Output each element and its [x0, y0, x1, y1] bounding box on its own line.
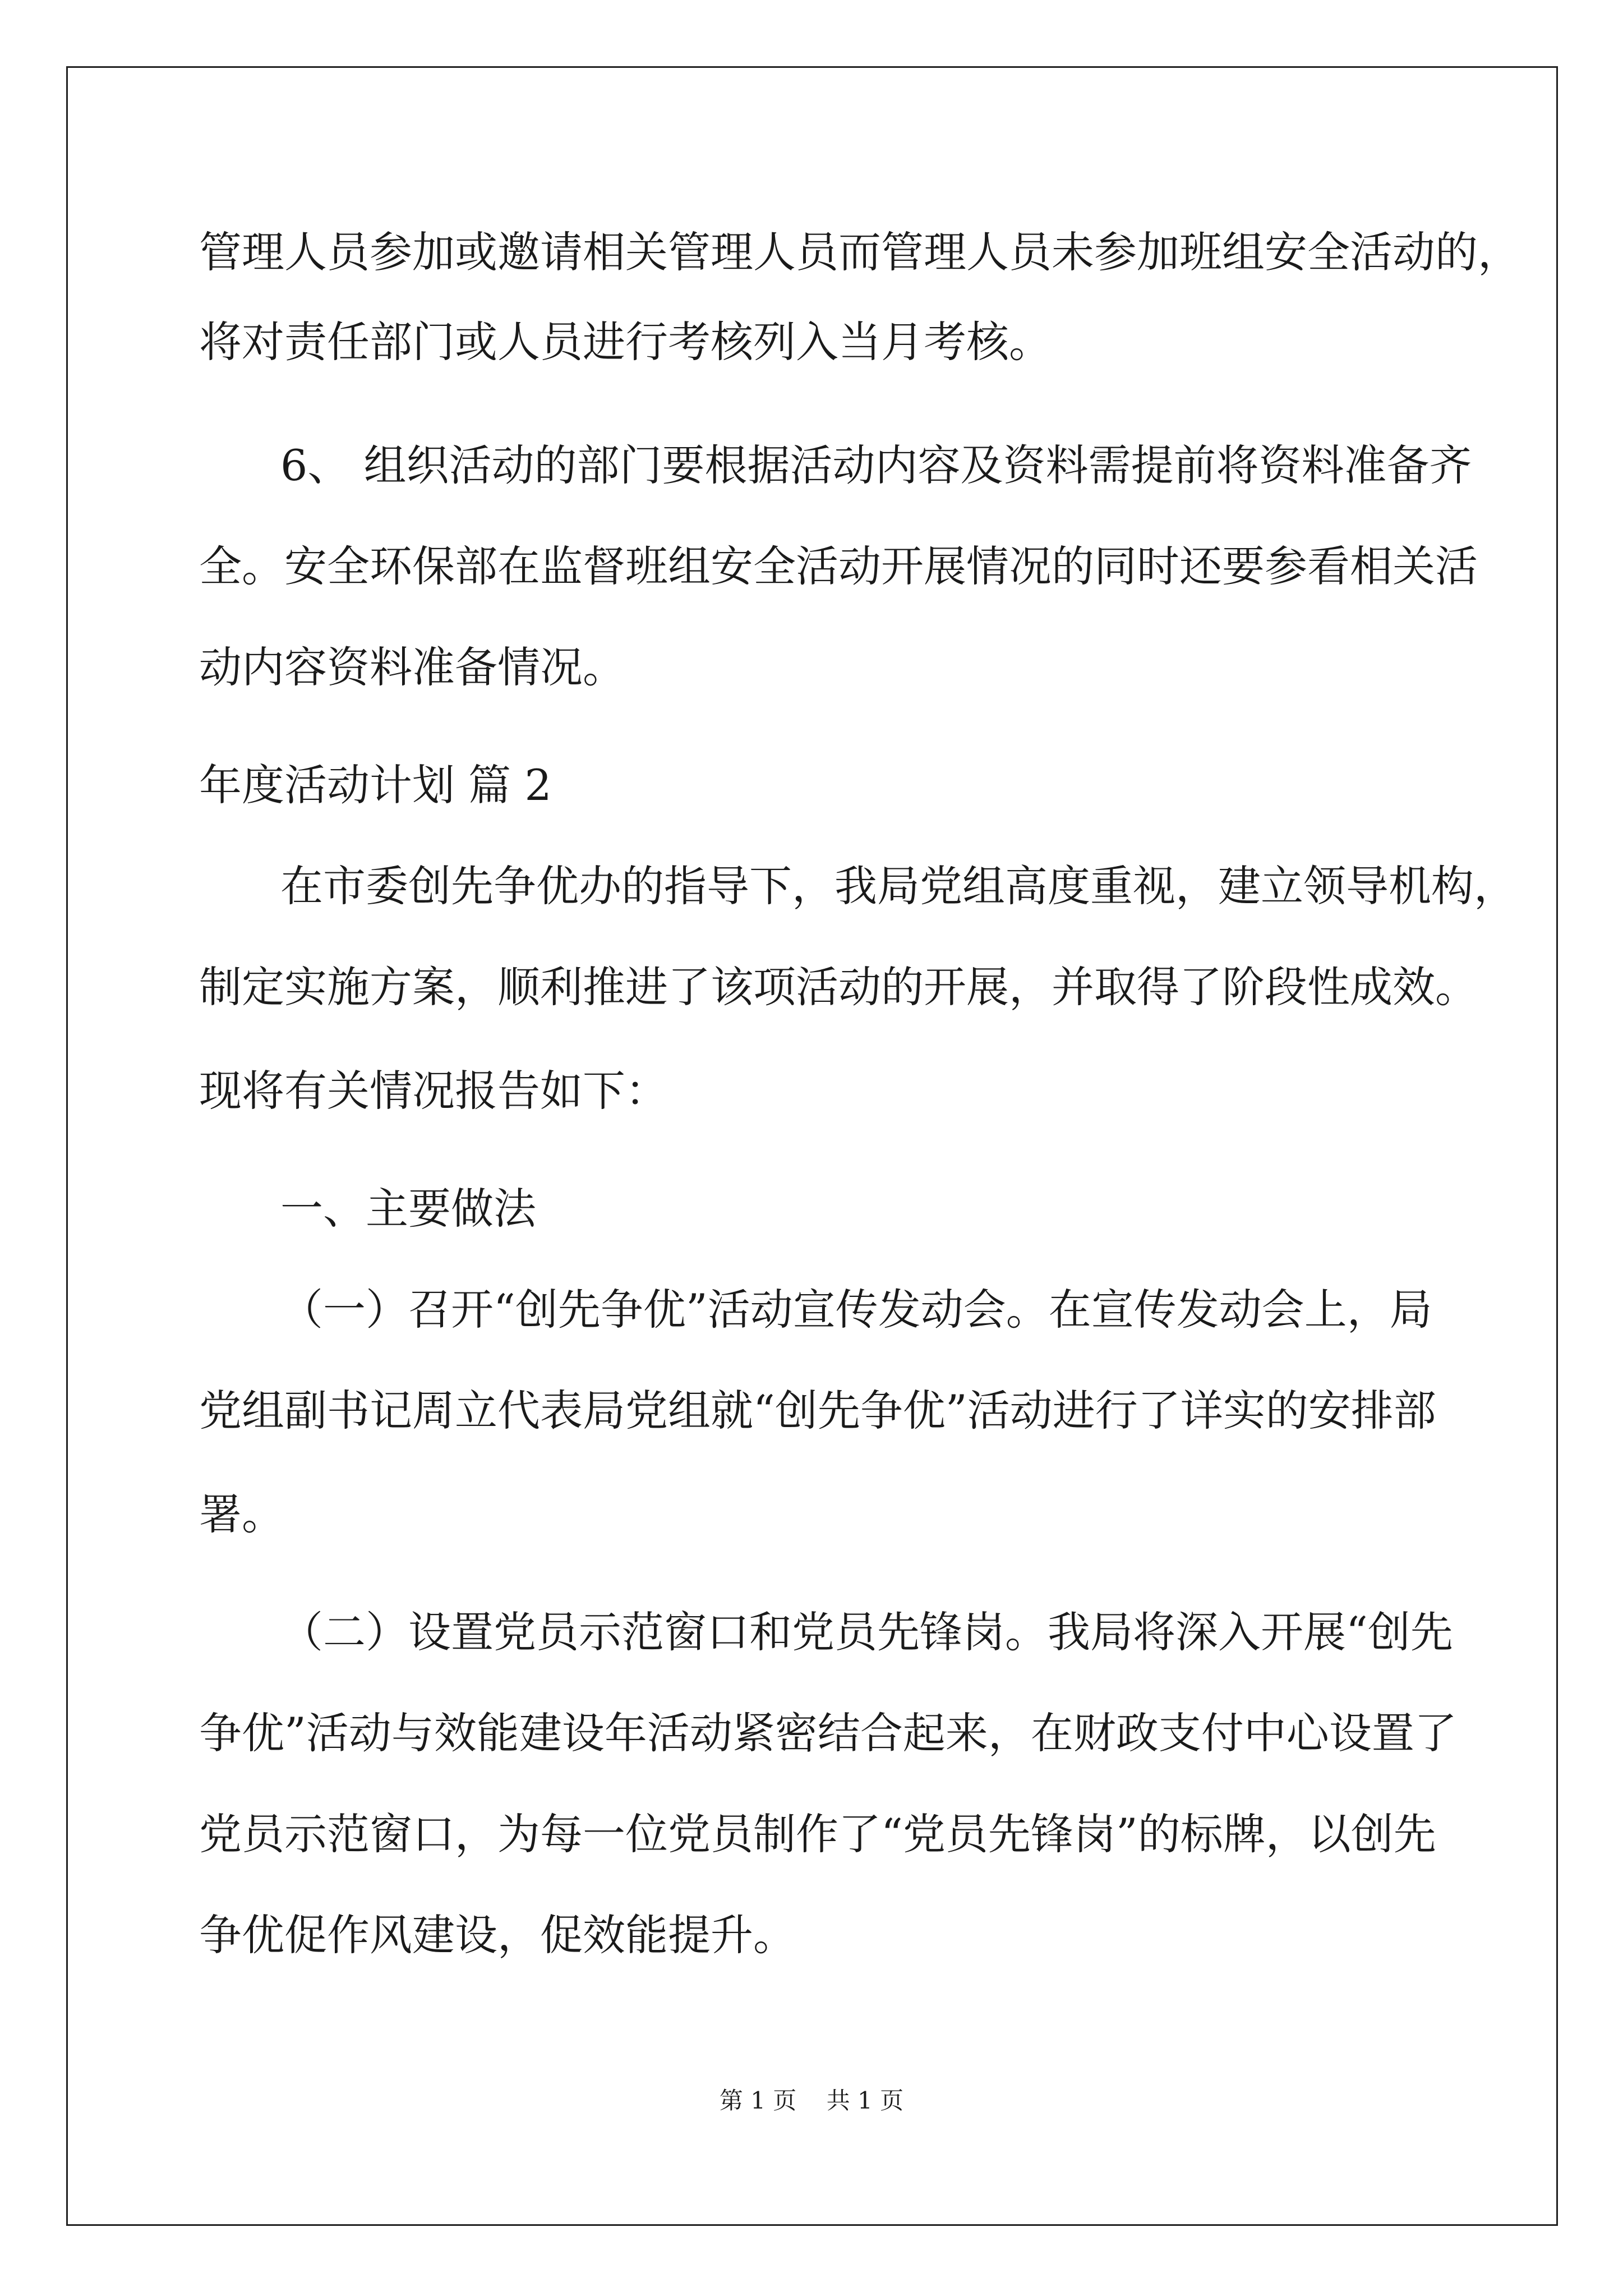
page-frame: [66, 66, 1558, 2226]
text-line: 管理人员参加或邀请相关管理人员而管理人员未参加班组安全活动的，: [199, 227, 1520, 277]
text-line: 全。安全环保部在监督班组安全活动开展情况的同时还要参看相关活: [199, 541, 1478, 591]
text-line: 6、 组织活动的部门要根据活动内容及资料需提前将资料准备齐: [280, 440, 1472, 490]
text-line: 将对责任部门或人员进行考核列入当月考核。: [199, 317, 1052, 367]
text-line: 现将有关情况报告如下：: [199, 1066, 668, 1116]
text-line: （一）召开“创先争优”活动宣传发动会。在宣传发动会上，局: [280, 1285, 1432, 1335]
text-line: （二）设置党员示范窗口和党员先锋岗。我局将深入开展“创先: [280, 1607, 1453, 1657]
text-line: 争优”活动与效能建设年活动紧密结合起来，在财政支付中心设置了: [199, 1708, 1457, 1758]
text-line: 署。: [199, 1489, 284, 1539]
section-heading: 年度活动计划 篇 2: [199, 760, 552, 810]
text-line: 动内容资料准备情况。: [199, 642, 625, 692]
page-footer: 第 1 页 共 1 页: [719, 2087, 904, 2114]
text-line: 党组副书记周立代表局党组就“创先争优”活动进行了详实的安排部: [199, 1386, 1436, 1435]
text-line: 制定实施方案，顺利推进了该项活动的开展，并取得了阶段性成效。: [199, 962, 1478, 1012]
text-line: 党员示范窗口，为每一位党员制作了“党员先锋岗”的标牌，以创先: [199, 1809, 1436, 1859]
text-line: 在市委创先争优办的指导下，我局党组高度重视，建立领导机构，: [280, 861, 1516, 911]
text-line: 争优促作风建设，促效能提升。: [199, 1910, 796, 1960]
text-line: 一、主要做法: [280, 1184, 536, 1234]
